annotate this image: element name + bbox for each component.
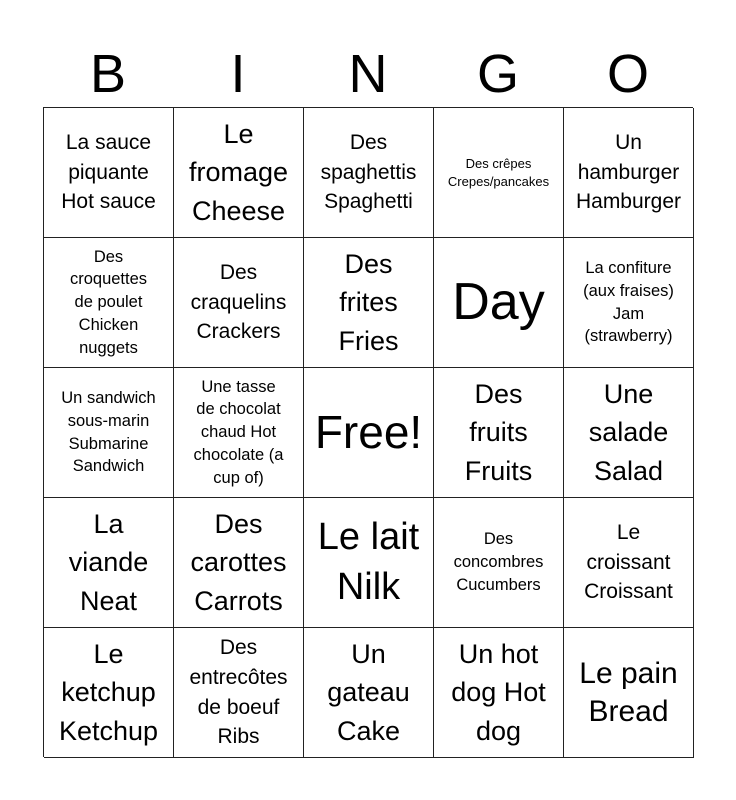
cell-text: Le lait Nilk xyxy=(317,516,420,608)
cell-text: Des fruits Fruits xyxy=(464,379,533,486)
bingo-cell[interactable] xyxy=(564,238,694,368)
bingo-board xyxy=(43,107,693,757)
cell-text: Des carottes Carrots xyxy=(190,509,287,616)
cell-text: Des entrecôtes de boeuf Ribs xyxy=(189,635,288,749)
bingo-cell[interactable] xyxy=(44,628,174,758)
cell-text: Un hot dog Hot dog xyxy=(451,639,546,746)
bingo-cell[interactable] xyxy=(44,368,174,498)
bingo-cell[interactable] xyxy=(434,498,564,628)
bingo-cell[interactable] xyxy=(174,628,304,758)
bingo-cell[interactable] xyxy=(564,498,694,628)
cell-text: Des frites Fries xyxy=(338,249,399,356)
cell-text: Un hamburger Hamburger xyxy=(575,130,682,214)
header-letter-o: O xyxy=(606,44,649,104)
cell-text: Des croquettes de poulet Chicken nuggets xyxy=(69,247,148,357)
free-cell[interactable] xyxy=(304,368,434,498)
cell-text: Des craquelins Crackers xyxy=(190,260,287,344)
bingo-cell[interactable] xyxy=(44,498,174,628)
bingo-cell[interactable] xyxy=(434,368,564,498)
bingo-header xyxy=(43,40,693,108)
cell-text: La sauce piquante Hot sauce xyxy=(61,130,156,214)
cell-text: Le croissant Croissant xyxy=(584,520,673,604)
bingo-cell[interactable] xyxy=(44,238,174,368)
cell-text: Un sandwich sous-marin Submarine Sandwich xyxy=(61,388,156,476)
bingo-cell[interactable] xyxy=(174,108,304,238)
bingo-cell[interactable] xyxy=(44,108,174,238)
bingo-cell[interactable] xyxy=(564,108,694,238)
cell-text: Le fromage Cheese xyxy=(188,119,289,226)
bingo-cell[interactable] xyxy=(304,108,434,238)
cell-text: Le ketchup Ketchup xyxy=(58,639,159,746)
cell-text: Des crêpes Crepes/pancakes xyxy=(447,155,550,189)
cell-text: Un gateau Cake xyxy=(327,639,410,746)
bingo-cell[interactable] xyxy=(174,498,304,628)
cell-text: Une salade Salad xyxy=(588,379,669,486)
header-letter-i: I xyxy=(230,44,246,104)
cell-text: Day xyxy=(452,272,545,331)
bingo-cell[interactable] xyxy=(174,368,304,498)
header-letter-g: G xyxy=(476,44,519,104)
bingo-cell[interactable] xyxy=(304,238,434,368)
bingo-cell[interactable] xyxy=(304,498,434,628)
cell-text: Des concombres Cucumbers xyxy=(453,530,544,594)
bingo-cell[interactable] xyxy=(304,628,434,758)
cell-text: Free! xyxy=(314,406,423,459)
cell-text: Des spaghettis Spaghetti xyxy=(320,130,417,214)
cell-text: Le pain Bread xyxy=(579,656,678,728)
cell-text: La confiture (aux fraises) Jam (strawberry) xyxy=(583,258,674,346)
bingo-cell[interactable] xyxy=(564,368,694,498)
header-letter-b: B xyxy=(89,44,127,104)
header-letter-n: N xyxy=(348,44,388,104)
bingo-cell[interactable] xyxy=(434,238,564,368)
cell-text: La viande Neat xyxy=(68,509,149,616)
bingo-cell[interactable] xyxy=(434,108,564,238)
bingo-cell[interactable] xyxy=(564,628,694,758)
bingo-cell[interactable] xyxy=(434,628,564,758)
cell-text: Une tasse de chocolat chaud Hot chocolate (a cup of) xyxy=(193,377,284,487)
bingo-cell[interactable] xyxy=(174,238,304,368)
